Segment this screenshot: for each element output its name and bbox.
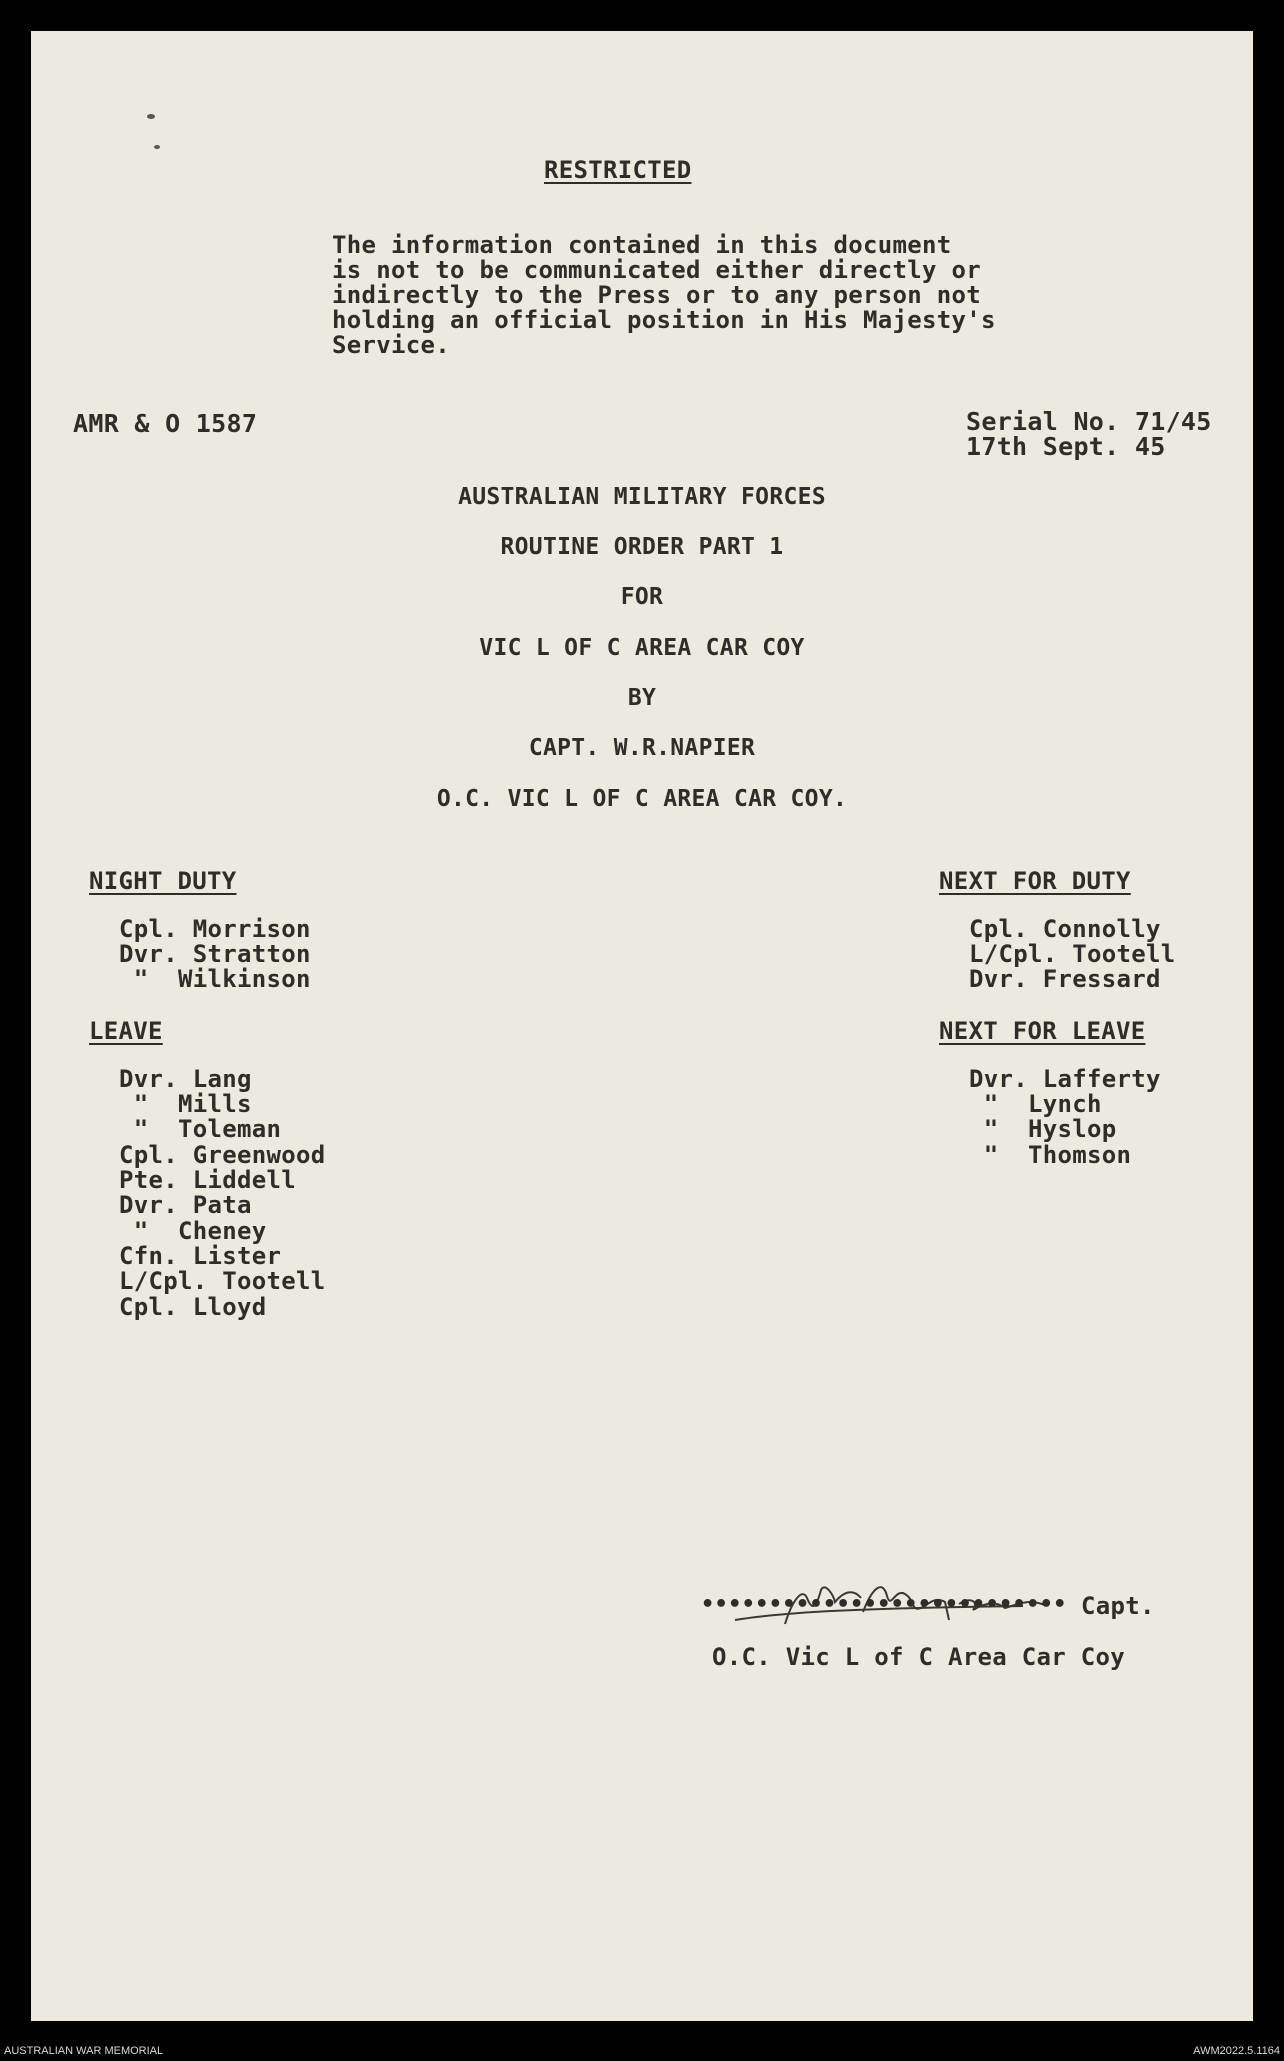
title-line: O.C. VIC L OF C AREA CAR COY. — [436, 786, 848, 812]
paper-speck — [154, 145, 160, 149]
warning-line: Service. — [332, 331, 450, 359]
title-line: ROUTINE ORDER PART 1 — [500, 534, 784, 560]
list-item: " Hyslop — [969, 1115, 1117, 1143]
list-item: " Lynch — [969, 1090, 1102, 1118]
list-item: " Cheney — [119, 1217, 267, 1245]
classification-heading: RESTRICTED — [544, 156, 692, 184]
list-item: " Mills — [119, 1090, 252, 1118]
list-item: Dvr. Stratton — [119, 940, 311, 968]
list-item: Cpl. Greenwood — [119, 1141, 326, 1169]
reference-number: AMR & O 1587 — [73, 409, 258, 438]
title-line: CAPT. W.R.NAPIER — [528, 735, 756, 761]
warning-line: The information contained in this document — [332, 231, 952, 259]
signature-office: O.C. Vic L of C Area Car Coy — [712, 1643, 1125, 1671]
title-line: AUSTRALIAN MILITARY FORCES — [458, 484, 826, 510]
next-for-leave-heading: NEXT FOR LEAVE — [939, 1017, 1146, 1045]
list-item: " Thomson — [969, 1141, 1132, 1169]
list-item: Dvr. Lafferty — [969, 1065, 1161, 1093]
warning-line: indirectly to the Press or to any person not — [332, 281, 981, 309]
footer-accession: AWM2022.5.1164 — [1193, 2045, 1280, 2057]
list-item: Pte. Liddell — [119, 1166, 296, 1194]
list-item: L/Cpl. Tootell — [969, 940, 1176, 968]
list-item: Cpl. Lloyd — [119, 1293, 267, 1321]
document-page — [31, 31, 1253, 2021]
list-item: " Wilkinson — [119, 965, 311, 993]
serial-date: 17th Sept. 45 — [966, 432, 1166, 461]
title-line: FOR — [620, 584, 664, 610]
paper-speck — [147, 114, 155, 119]
list-item: Dvr. Lang — [119, 1065, 252, 1093]
list-item: Cpl. Connolly — [969, 915, 1161, 943]
list-item: Cpl. Morrison — [119, 915, 311, 943]
signature-dots: ••••••••••••••••••••••••••• — [701, 1592, 1067, 1617]
signature-rank: Capt. — [1081, 1592, 1155, 1620]
leave-heading: LEAVE — [89, 1017, 163, 1045]
night-duty-heading: NIGHT DUTY — [89, 867, 237, 895]
serial-number: Serial No. 71/45 — [966, 407, 1212, 436]
list-item: Cfn. Lister — [119, 1242, 282, 1270]
title-line: VIC L OF C AREA CAR COY — [479, 635, 805, 661]
title-line: BY — [627, 685, 657, 711]
warning-line: holding an official position in His Majesty's — [332, 306, 996, 334]
next-for-duty-heading: NEXT FOR DUTY — [939, 867, 1131, 895]
list-item: Dvr. Fressard — [969, 965, 1161, 993]
footer-credit: AUSTRALIAN WAR MEMORIAL — [4, 2045, 164, 2057]
list-item: L/Cpl. Tootell — [119, 1267, 326, 1295]
warning-line: is not to be communicated either directly or — [332, 256, 981, 284]
list-item: " Toleman — [119, 1115, 282, 1143]
list-item: Dvr. Pata — [119, 1191, 252, 1219]
